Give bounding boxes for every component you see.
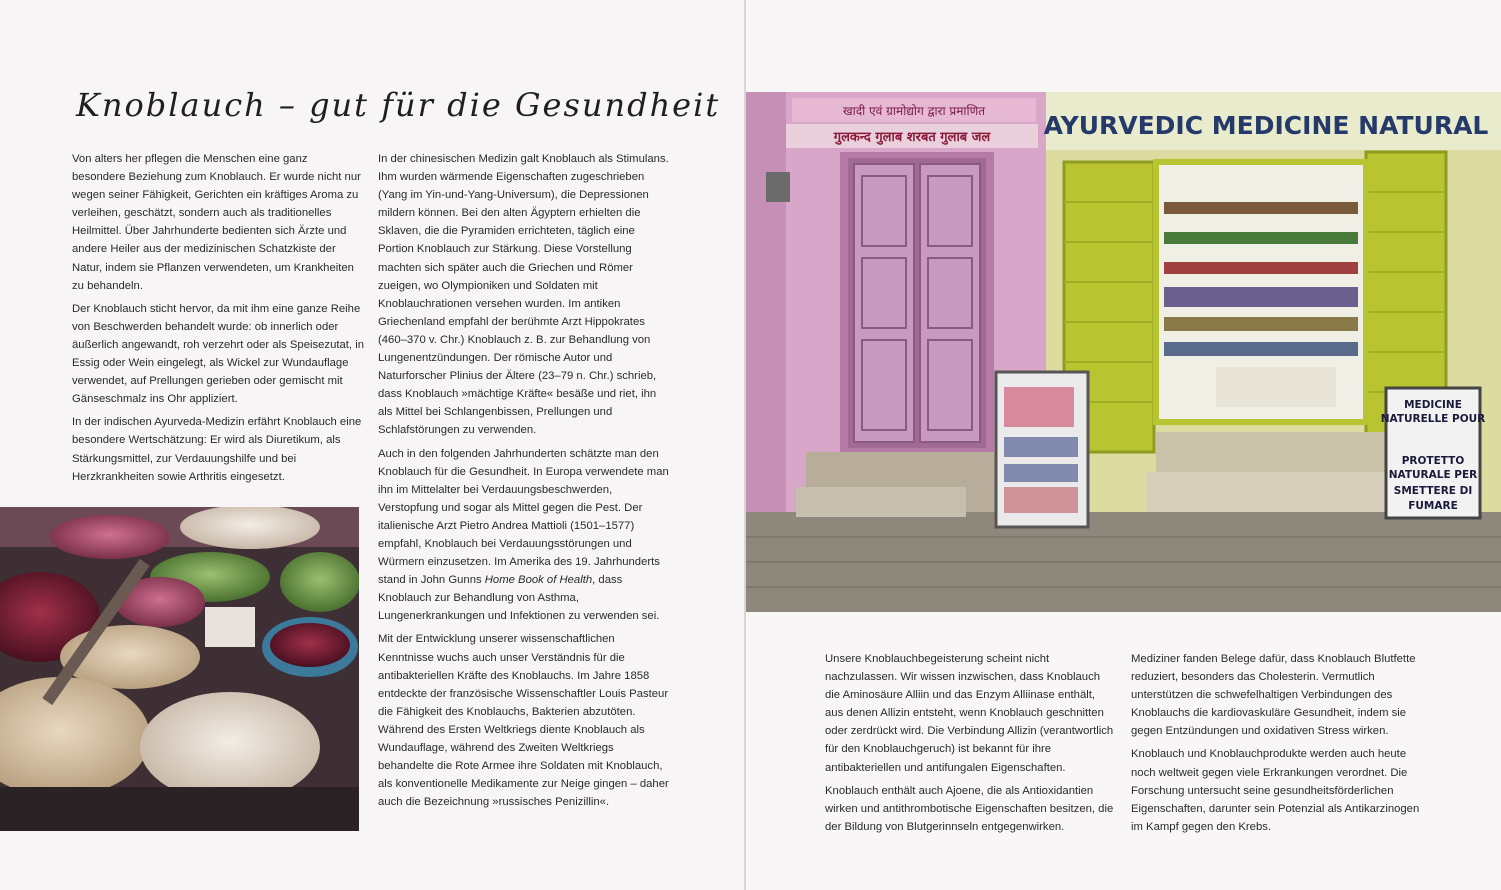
paragraph: Unsere Knoblauchbegeisterung scheint nicht nachzulassen. Wir wissen inzwischen, dass Knoblauch die Aminosäure Alliin und das Enzym Alliinase enthält, aus denen Allizin entsteht, wenn Knoblauch geschnitten oder zerdrückt wird. Die Verbindung Allizin (verantwortlich für den Knoblauchgeruch) ist bekannt für ihre antibakteriellen und antifungalen Eigenschaften. — [825, 653, 1114, 774]
text-column-right-1 — [825, 650, 1115, 841]
paragraph — [378, 445, 670, 626]
page-title: Knoblauch – gut für die Gesundheit — [76, 86, 721, 124]
board-line: SMETTERE DI — [1393, 485, 1473, 497]
text-run: Auch in den folgenden Jahrhunderten schätzte man den Knoblauch für die Gesundheit. In Europa verwendete man ihn im Mittelalter bei Verdauungsbeschwerden, Verstopfung und sogar als Mittel gegen die Pest. Der italienische Arzt Pietro Andrea Mattioli (1501–1577) empfahl, Knoblauch bei Verdauungsstörungen und Würmern einzusetzen. Im Amerika des 19. Jahrhunderts stand in John Gunns — [378, 447, 669, 587]
board-line: PROTETTO — [1401, 455, 1465, 467]
text-column-left-2 — [378, 150, 670, 816]
paragraph: Der Knoblauch sticht hervor, da mit ihm eine ganze Reihe von Beschwerden behandelt wurde: ob innerlich oder äußerlich angewandt, roh verzehrt oder als Speisezutat, in Essig oder Wein eingelegt, als Wickel zur Wundauflage verwendet, auf Prellungen gerieben oder gemischt mit Gänseschmalz ins Ohr appliziert. — [72, 302, 364, 406]
hindi-sign-top: खादी एवं ग्रामोद्योग द्वारा प्रमाणित — [842, 104, 986, 118]
paragraph: In der chinesischen Medizin galt Knoblauch als Stimulans. Ihm wurden wärmende Eigenschaften zugeschrieben (Yang im Yin-und-Yang-Universum), die Depressionen mildern können. Bei den alten Ägyptern erhielten die Sklaven, die die Pyramiden errichteten, täglich eine Portion Knoblauch zur Stärkung. Diese Vorstellung machten sich später auch die Griechen und Römer zueigen, wo Olympioniken und Soldaten mit Knoblauchrationen versehen wurden. Im antiken Griechenland empfahl der berühmte Arzt Hippokrates (460–370 v. Chr.) Knoblauch z. B. zur Behandlung von Lungenentzündungen. Der römische Autor und Naturforscher Plinius der Ältere (23–79 n. Chr.) schrieb, dass Knoblauch »mächtige Kräfte« besäße und riet, ihn als Mittel bei Schlangenbissen, Prellungen und Schlafstörungen zu verwenden. — [378, 153, 669, 437]
hindi-sign-bottom: गुलकन्द गुलाब शरबत गुलाब जल — [833, 130, 991, 145]
board-line: NATURALE PER — [1388, 469, 1478, 481]
paragraph: Von alters her pflegen die Menschen eine ganz besondere Beziehung zum Knoblauch. Er wurde nicht nur wegen seiner Fähigkeit, Gerichten ein kräftiges Aroma zu verleihen, geschätzt, sondern auch als traditionelles Heilmittel. Über Jahrhunderte bedienten sich Ärzte und andere Heiler aus der medizinischen Schatzkiste der Natur, indem sie Pflanzen verwendeten, um Krankheiten zu behandeln. — [72, 153, 361, 292]
paragraph: In der indischen Ayurveda-Medizin erfährt Knoblauch eine besondere Wertschätzung: Er wird als Diuretikum, als Stärkungsmittel, zur Verdauungshilfe und bei Herzkrankheiten sowie Arthritis eingesetzt. — [72, 416, 362, 483]
text-column-left-1 — [72, 150, 364, 491]
book-title: Home Book of Health — [484, 574, 593, 587]
shop-photo — [746, 92, 1501, 612]
text-run: , dass Knoblauch zur Behandlung von Asthma, Lungenerkrankungen und Infektionen zu verwenden sei. — [378, 574, 660, 623]
left-page — [0, 0, 745, 890]
paragraph: Mediziner fanden Belege dafür, dass Knoblauch Blutfette reduziert, besonders das Cholesterin. Vermutlich unterstützen die schwefelhaltigen Verbindungen des Knoblauchs die kardiovaskuläre Gesundheit, indem sie gegen Entzündungen und oxidativen Stress wirken. — [1131, 653, 1416, 738]
paragraph: Mit der Entwicklung unserer wissenschaftlichen Kenntnisse wuchs auch unser Verständnis für die antibakteriellen Kräfte des Knoblauchs. Im Jahre 1858 entdeckte der französische Wissenschaftler Louis Pasteur die Fähigkeit des Knoblauchs, Bakterien abzutöten. Während des Ersten Weltkriegs diente Knoblauch als Wundauflage, während des Zweiten Weltkriegs behandelte die Rote Armee ihre Soldaten mit Knoblauch, als konventionelle Medikamente zur Neige gingen – daher auch die Bezeichnung »russisches Penizillin«. — [378, 633, 669, 809]
board-line: NATURELLE POUR — [1380, 413, 1486, 425]
paragraph: Knoblauch enthält auch Ajoene, die als Antioxidantien wirken und antithrombotische Eigenschaften besitzen, die der Bildung von Blutgerinnseln entgegenwirken. — [825, 784, 1114, 833]
text-column-right-2 — [1131, 650, 1426, 841]
market-photo — [0, 507, 359, 831]
board-line: MEDICINE — [1404, 399, 1462, 411]
board-line: FUMARE — [1408, 500, 1458, 512]
ayurvedic-sign: AYURVEDIC MEDICINE NATURAL — [1043, 111, 1489, 140]
paragraph: Knoblauch und Knoblauchprodukte werden auch heute noch weltweit gegen viele Erkrankungen verordnet. Die Forschung untersucht seine gesundheitsförderlichen Eigenschaften, darunter sein Potenzial als Antikarzinogen im Kampf gegen den Krebs. — [1131, 748, 1420, 833]
